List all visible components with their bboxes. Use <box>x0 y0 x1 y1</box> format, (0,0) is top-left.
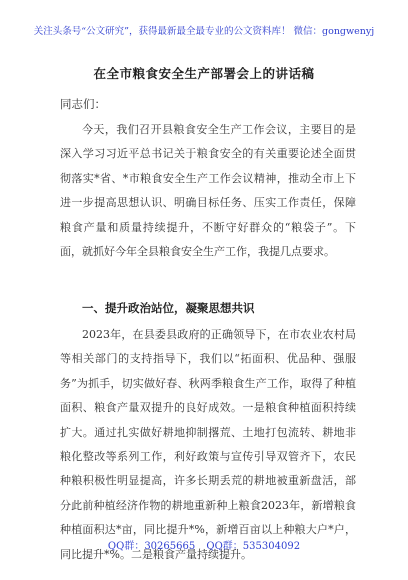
section-heading-1: 一、提升政治站位，凝聚思想共识 <box>82 301 255 315</box>
document-title: 在全市粮食安全生产部署会上的讲话稿 <box>93 66 315 81</box>
footer-qq-groups: QQ群：30265665 QQ群：535304092 <box>107 541 301 552</box>
salutation: 同志们： <box>60 97 106 111</box>
body-paragraph-1: 今天，我们召开县粮食安全生产工作会议，主要目的是深入学习习近平总书记关于粮食安全的有关重要论述全面贯彻落实*省、*市粮食安全生产工作会议精神，推动全市上下进一步提高思想认识、明确目标任务、压实工作责任，保障粮食产量和质量持续提升，不断守好群众的“粮袋子”。下面，就抓好今年全县粮食安全生产工作，我提几点要求。 <box>60 123 356 259</box>
header-promo-note: 关注头条号“公文研究”，获得最新最全最专业的公文资料库！ 微信：gongwenyj <box>33 26 375 37</box>
body-paragraph-2: 2023年，在县委县政府的正确领导下，在市农业农村局等相关部门的支持指导下，我们以“拓面积、优品种、强服务”为抓手，切实做好春、秋两季粮食生产工作，取得了种植面积、粮食产量双提升的良好成效。一是粮食种植面积持续扩大。通过扎实做好耕地抑制撂荒、土地打包流转、耕地非粮化整改等系列工作，利好政策与宣传引导双管齐下，农民种粮积极性明显提高，许多长期丢荒的耕地被重新盘活，部分此前种植经济作物的耕地重新种上粮食2023年，新增粮食种植面积达*亩，同比提升*%，新增百亩以上种粮大户*户，同比提升*%。二是粮食产量持续提升。 <box>60 328 356 561</box>
